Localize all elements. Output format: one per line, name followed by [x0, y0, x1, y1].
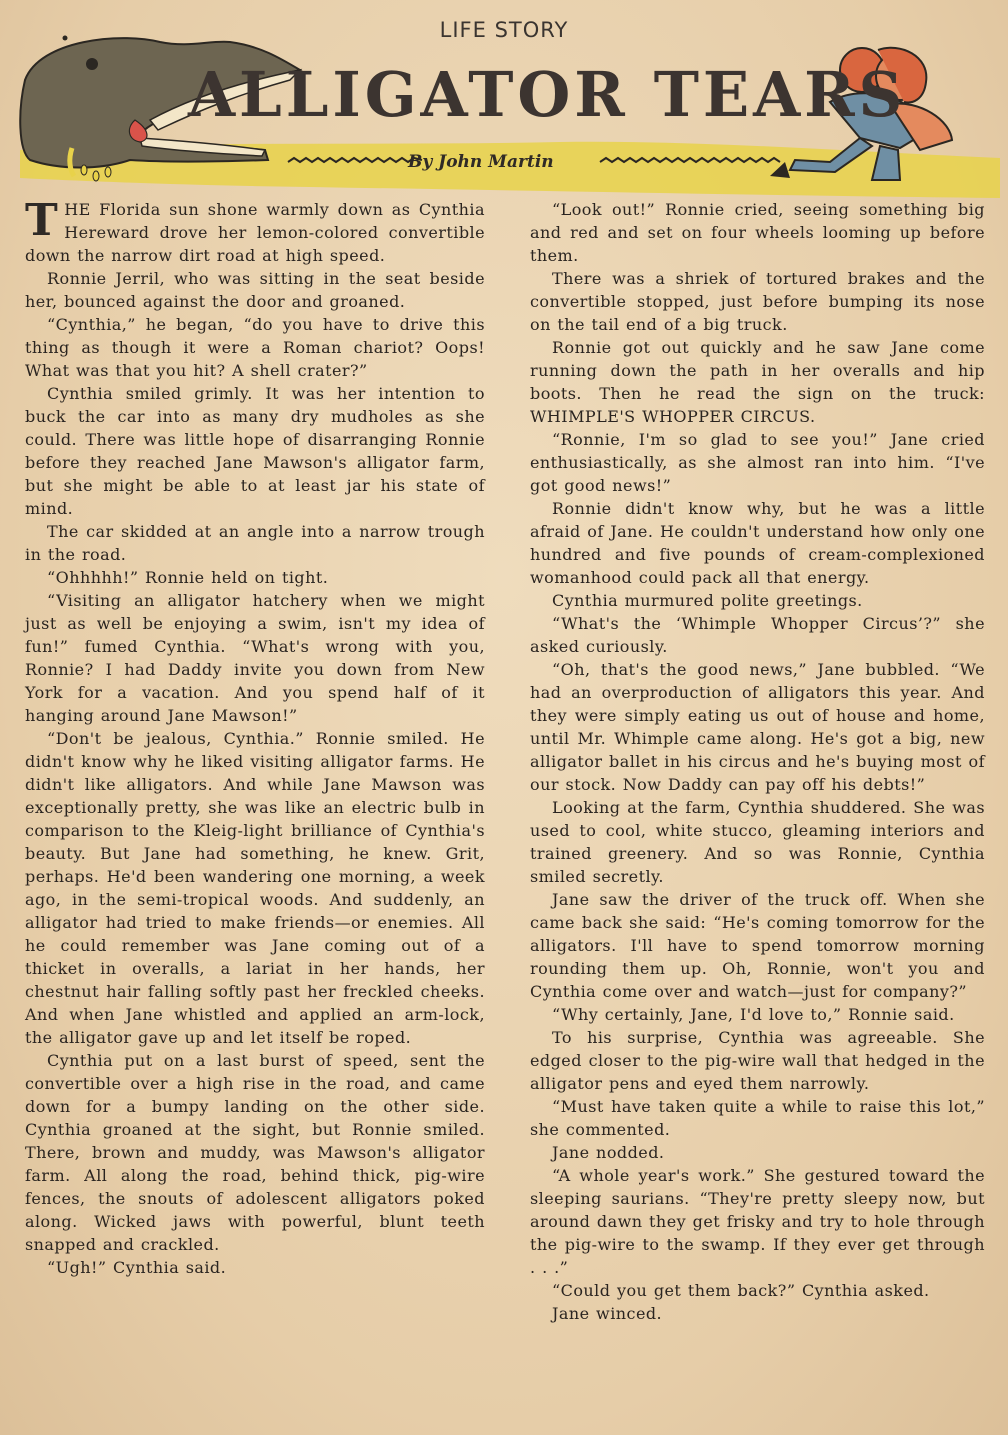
- paragraph: “Why certainly, Jane, I'd love to,” Ronnie said.: [552, 1005, 955, 1024]
- paragraph: Cynthia put on a last burst of speed, sent the convertible over a high rise in the road, and came down for a bumpy landing on the other side. Cynthia groaned at the sight, but Ronnie smiled. There, brown and muddy, was Mawson's alligator farm. All along the road, behind thick, pig-wire fences, the snouts of adolescent alligators poked along. Wicked jaws with powerful, blunt teeth snapped and crackled.: [25, 1051, 485, 1254]
- paragraph: THE Florida sun shone warmly down as Cynthia Hereward drove her lemon-colored convertible down the narrow dirt road at high speed.: [25, 195, 485, 265]
- paragraph: “Must have taken quite a while to raise this lot,” she commented.: [530, 1097, 985, 1139]
- paragraph: Looking at the farm, Cynthia shuddered. She was used to cool, white stucco, gleaming interiors and trained greenery. And so was Ronnie, Cynthia smiled secretly.: [530, 798, 985, 886]
- paragraph: Jane nodded.: [552, 1143, 665, 1162]
- paragraph: “Look out!” Ronnie cried, seeing something big and red and set on four wheels looming up before them.: [530, 200, 985, 265]
- paragraph: “Could you get them back?” Cynthia asked.: [552, 1281, 930, 1300]
- paragraph: Cynthia murmured polite greetings.: [552, 591, 863, 610]
- story-title: ALLIGATOR TEARS: [188, 58, 907, 131]
- paragraph: Ronnie Jerril, who was sitting in the seat beside her, bounced against the door and groaned.: [25, 269, 485, 311]
- paragraph: The car skidded at an angle into a narrow trough in the road.: [25, 522, 485, 564]
- paragraph: “A whole year's work.” She gestured toward the sleeping saurians. “They're pretty sleepy now, but around dawn they get frisky and try to hole through the pig-wire to the swamp. If they ever get through . . .”: [530, 1166, 985, 1277]
- paragraph: “Cynthia,” he began, “do you have to drive this thing as though it were a Roman chariot? Oops! What was that you hit? A shell crater?”: [25, 315, 485, 380]
- paragraph: Jane saw the driver of the truck off. When she came back she said: “He's coming tomorrow for the alligators. I'll have to spend tomorrow morning rounding them up. Oh, Ronnie, won't you and Cynthia come over and watch—just for company?”: [530, 890, 985, 1001]
- paragraph: “Ugh!” Cynthia said.: [47, 1258, 227, 1277]
- story-byline: By John Martin: [408, 152, 554, 172]
- drop-cap: T: [25, 195, 59, 246]
- paragraph: “Don't be jealous, Cynthia.” Ronnie smiled. He didn't know why he liked visiting alligator farms. He didn't like alligators. And while Jane Mawson was exceptionally pretty, she was like an electric bulb in comparison to the Kleig-light brilliance of Cynthia's beauty. But Jane had something, he knew. Grit, perhaps. He'd been wandering one morning, a week ago, in the semi-tropical woods. And suddenly, an alligator had tried to make friends—or enemies. All he could remember was Jane coming out of a thicket in overalls, a lariat in her hands, her chestnut hair falling softly past her freckled cheeks. And when Jane whistled and applied an arm-lock, the alligator gave up and let itself be roped.: [25, 729, 485, 1047]
- left-column: [25, 195, 485, 1279]
- paragraph: Ronnie didn't know why, but he was a little afraid of Jane. He couldn't understand how only one hundred and five pounds of cream-complexioned womanhood could pack all that energy.: [530, 499, 985, 587]
- paragraph: “Visiting an alligator hatchery when we might just as well be enjoying a swim, isn't my idea of fun!” fumed Cynthia. “What's wrong with you, Ronnie? I had Daddy invite you down from New York for a vacation. And you spend half of it hanging around Jane Mawson!”: [25, 591, 485, 725]
- paragraph: Cynthia smiled grimly. It was her intention to buck the car into as many dry mudholes as she could. There was little hope of disarranging Ronnie before they reached Jane Mawson's alligator farm, but she might be able to at least jar his state of mind.: [25, 384, 485, 518]
- paragraph: “Oh, that's the good news,” Jane bubbled. “We had an overproduction of alligators this year. And they were simply eating us out of house and home, until Mr. Whimple came along. He's got a big, new alligator ballet in his circus and he's buying most of our stock. Now Daddy can pay off his debts!”: [530, 660, 985, 794]
- paragraph: “Ohhhhh!” Ronnie held on tight.: [47, 568, 329, 587]
- paragraph: To his surprise, Cynthia was agreeable. She edged closer to the pig-wire wall that hedged in the alligator pens and eyed them narrowly.: [530, 1028, 985, 1093]
- magazine-header: LIFE STORY: [439, 18, 569, 42]
- paragraph: “What's the ‘Whimple Whopper Circus’?” she asked curiously.: [530, 614, 985, 656]
- paragraph: “Ronnie, I'm so glad to see you!” Jane cried enthusiastically, as she almost ran into him. “I've got good news!”: [530, 430, 985, 495]
- right-column: [530, 198, 985, 1325]
- paragraph: There was a shriek of tortured brakes and the convertible stopped, just before bumping its nose on the tail end of a big truck.: [530, 269, 985, 334]
- paragraph: Ronnie got out quickly and he saw Jane come running down the path in her overalls and hip boots. Then he read the sign on the truck: WHIMPLE'S WHOPPER CIRCUS.: [530, 338, 985, 426]
- paragraph: Jane winced.: [552, 1304, 663, 1323]
